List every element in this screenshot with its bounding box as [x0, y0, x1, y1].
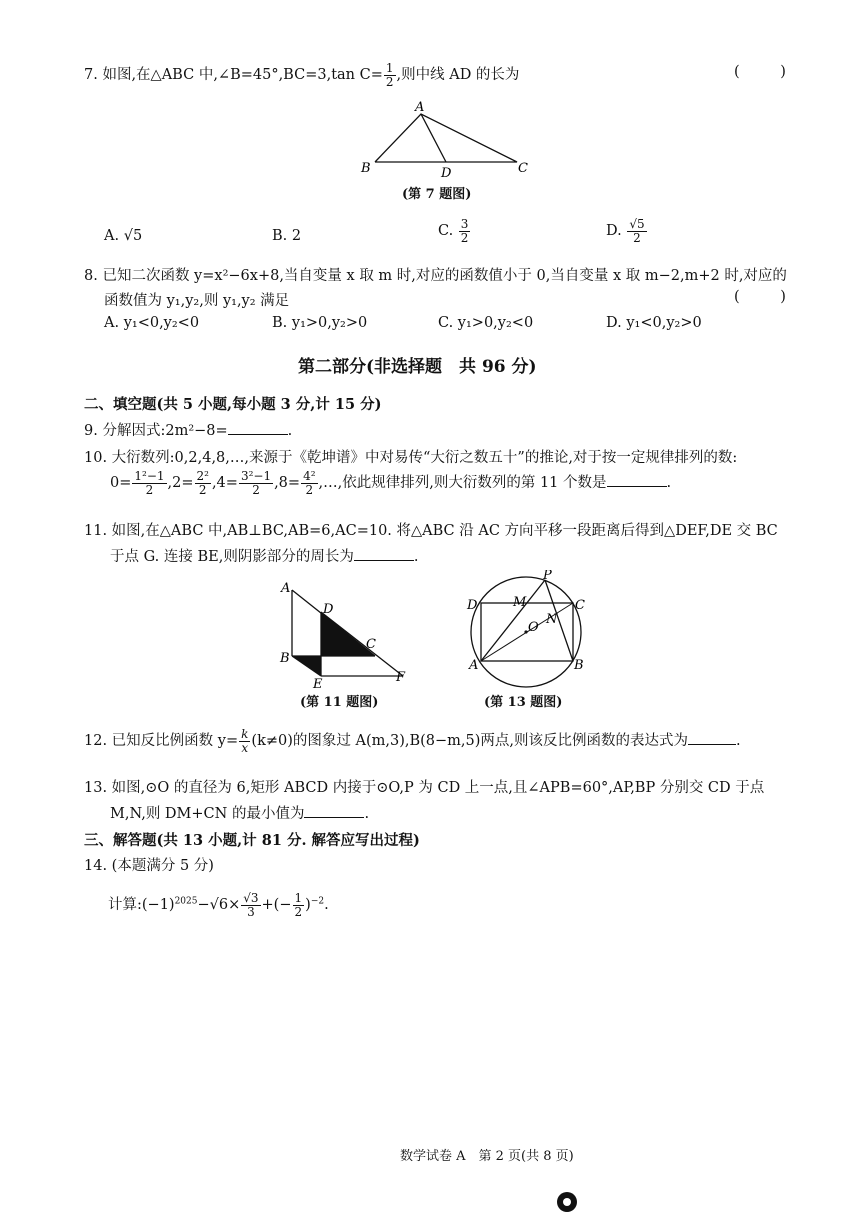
- q8-option-d: D. y₁<0,y₂>0: [606, 315, 702, 331]
- part2-title: 第二部分(非选择题 共 96 分): [298, 357, 537, 377]
- q13-label-m: M: [513, 595, 527, 610]
- q9-number: 9.: [84, 423, 98, 439]
- q7-text-a: 如图,在△ABC 中,∠B=45°,BC=3,tan C=: [102, 67, 383, 84]
- q13-label-o: O: [528, 620, 539, 635]
- q13-label-d: D: [467, 598, 478, 613]
- q8-answer-paren: ( ): [734, 289, 804, 305]
- q7-label-a: A: [415, 100, 425, 115]
- q7-option-b: B. 2: [272, 228, 302, 244]
- q13-number: 13.: [84, 780, 108, 796]
- q12-answer-blank: [688, 730, 736, 745]
- q11-label-e: E: [313, 677, 323, 690]
- q14-number: 14.: [84, 858, 108, 874]
- q13-figure-caption: (第 13 题图): [484, 695, 563, 710]
- q7-fraction: $\frac{1}{2}$: [385, 61, 394, 89]
- q11-label-c: C: [366, 637, 376, 652]
- q8-number: 8.: [84, 268, 98, 284]
- q8-option-a: A. y₁<0,y₂<0: [104, 315, 200, 331]
- q7-label-c: C: [518, 161, 528, 176]
- q14-expression: 计算$:(-1)^{2025}-√6\times$ $\frac{√3}{3}$ +(− $\frac{1}{2}$ )$^{-2}$.: [108, 891, 329, 919]
- q13-label-p: P: [543, 570, 552, 583]
- q9-answer-blank: [228, 420, 288, 435]
- q13-line2: M,N,则 DM+CN 的最小值为 .: [110, 802, 369, 823]
- q7-stem: [84, 62, 519, 88]
- q7-label-d: D: [441, 166, 452, 178]
- q8-line2: 函数值为 y₁,y₂,则 y₁,y₂ 满足: [104, 293, 290, 309]
- q10-number: 10.: [84, 450, 108, 466]
- q13-figure: [462, 570, 592, 690]
- q13-label-b: B: [574, 658, 584, 673]
- q10-line1: 10. 大衍数列:0,2,4,8,…,来源于《乾坤谱》中对易传“大衍之数五十”的推论,对于按一定规律排列的数:: [84, 450, 738, 466]
- q12-number: 12.: [84, 733, 108, 750]
- q11-label-f: F: [396, 670, 406, 685]
- q7-figure-caption: (第 7 题图): [402, 187, 472, 202]
- q10-answer-blank: [607, 472, 667, 487]
- q12: 12. 已知反比例函数 y= $\frac{k}{x}$ (k≠0)的图象过 A(m,3),B(8−m,5)两点,则该反比例函数的表达式为 .: [84, 727, 741, 755]
- q7-label-b: B: [361, 161, 371, 176]
- q11-answer-blank: [354, 546, 414, 561]
- q11-line1: 11. 如图,在△ABC 中,AB⊥BC,AB=6,AC=10. 将△ABC 沿 AC 方向平移一段距离后得到△DEF,DE 交 BC: [84, 523, 778, 539]
- q7-option-c: C. $\frac{3}{2}$: [438, 217, 469, 245]
- section3-heading: 三、解答题(共 13 小题,计 81 分. 解答应写出过程): [84, 832, 420, 849]
- q11-figure: [275, 578, 415, 690]
- section2-heading: 二、填空题(共 5 小题,每小题 3 分,计 15 分): [84, 396, 382, 413]
- q11-figure-caption: (第 11 题图): [300, 695, 379, 710]
- q8-line1: 8. 已知二次函数 y=x²−6x+8,当自变量 x 取 m 时,对应的函数值小于 0,当自变量 x 取 m−2,m+2 时,对应的: [84, 268, 787, 284]
- q11-label-b: B: [280, 651, 290, 666]
- q8-option-b: B. y₁>0,y₂>0: [272, 315, 368, 331]
- q8-option-c: C. y₁>0,y₂<0: [438, 315, 534, 331]
- q9: 9. 分解因式:2m²−8= .: [84, 419, 292, 440]
- q7-option-a: A. √5: [104, 228, 143, 244]
- q11-number: 11.: [84, 523, 108, 539]
- q7-option-d: D. $\frac{√5}{2}$: [606, 217, 645, 245]
- q13-line1: 13. 如图,⊙O 的直径为 6,矩形 ABCD 内接于⊙O,P 为 CD 上一点,且∠APB=60°,AP,BP 分别交 CD 于点: [84, 780, 765, 796]
- q13-label-a: A: [469, 658, 479, 673]
- q13-label-c: C: [575, 598, 585, 613]
- q11-label-a: A: [281, 581, 291, 596]
- q7-text-b: ,则中线 AD 的长为: [396, 67, 520, 84]
- q13-answer-blank: [304, 803, 364, 818]
- q14-header: 14. (本题满分 5 分): [84, 858, 214, 874]
- q13-label-n: N: [546, 612, 558, 627]
- q7-answer-paren: ( ): [734, 64, 804, 80]
- q11-line2: 于点 G. 连接 BE,则阴影部分的周长为 .: [110, 545, 418, 566]
- stamp-logo-icon: [555, 1190, 579, 1214]
- q7-figure: [355, 98, 535, 178]
- q11-label-g: G: [323, 657, 334, 672]
- q10-line2: 0= $\frac{\text{1²−1}}{2}$ ,2= $\frac{\text{2²}}{2}$ ,4= $\frac{\text{3²−1}}{2}$ ,8= $\frac{\text{4²}}{2}$ ,…,依此规律排列,则大衍数列的第 11 个数是 .: [110, 469, 672, 497]
- q11-label-d: D: [323, 602, 334, 617]
- q7-number: 7.: [84, 67, 98, 84]
- page-footer: 数学试卷 A 第 2 页(共 8 页): [400, 1149, 574, 1164]
